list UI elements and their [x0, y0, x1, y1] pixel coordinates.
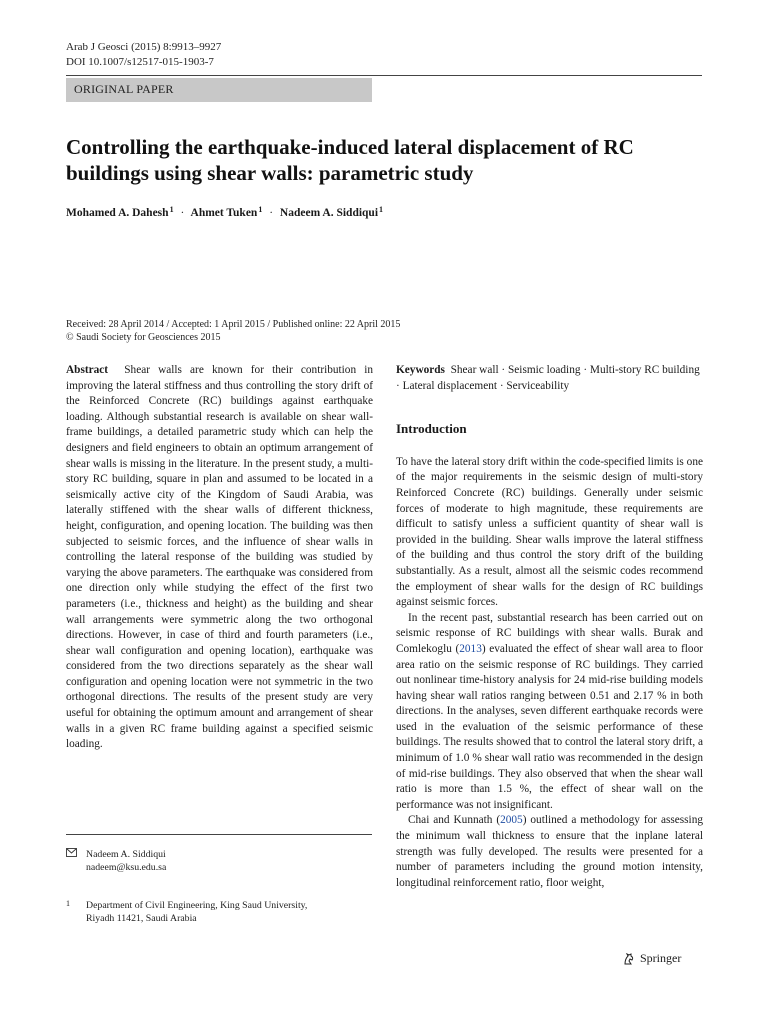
author-affil-ref[interactable]: 1	[258, 205, 263, 214]
contact-name: Nadeem A. Siddiqui	[86, 849, 166, 860]
envelope-icon	[66, 848, 77, 861]
footnote-divider	[66, 834, 372, 835]
intro-paragraph	[396, 813, 703, 891]
right-column	[396, 363, 703, 891]
copyright: © Saudi Society for Geosciences 2015	[66, 332, 221, 343]
citation-link[interactable]: 2005	[500, 814, 523, 827]
doi[interactable]: DOI 10.1007/s12517-015-1903-7	[66, 56, 214, 68]
journal-header	[66, 40, 221, 70]
author-name: Nadeem A. Siddiqui	[279, 207, 379, 219]
abstract-text: Shear walls are known for their contribution in improving the lateral stiffness and thus controlling the story drift of the Reinforced Concrete (RC) buildings against earthquake loading. Although substantial research is available on shear wall-frame buildings, a detailed parametric study which can help the designers and field engineers to obtain an optimum arrangement of shear walls is missing in the literature. In the present study, a multi-story RC building, square in plan and assumed to be located in a seismically active city of the Kingdom of Saudi Arabia, was laterally stiffened with the shear walls of different thickness, height, configuration, and opening location. The building was then subjected to seismic forces, and the influence of shear walls in controlling the lateral response of the building was studied by varying the above parameters. The earthquake was considered from one direction only while studying the effect of the first two parameters (i.e., thickness and height) as the building and shear wall arrangements were symmetric along the two orthogonal directions. However, in case of third and fourth parameters (i.e., shear wall configuration and opening location), earthquake was considered from the two directions separately as the shear wall configuration and opening location were not symmetric in the two orthogonal directions. The results of the present study are very useful for obtaining the optimum amount and arrangement of shear walls in a given RC frame building against a specified seismic loading.	[66, 364, 373, 751]
author-name: Ahmet Tuken	[190, 207, 258, 219]
contact-email[interactable]: nadeem@ksu.edu.sa	[86, 862, 167, 873]
intro-paragraph	[396, 611, 703, 814]
citation-link[interactable]: 2013	[459, 642, 482, 655]
author-affil-ref[interactable]: 1	[169, 205, 174, 214]
date-history: Received: 28 April 2014 / Accepted: 1 April 2015 / Published online: 22 April 2015	[66, 319, 401, 330]
affiliation-line: Department of Civil Engineering, King Saud University,	[86, 900, 308, 911]
author-separator: ·	[180, 207, 185, 219]
author-affil-ref[interactable]: 1	[379, 205, 384, 214]
intro-paragraph: To have the lateral story drift within the code-specified limits is one of the major requirements in the seismic design of multi-story Reinforced Concrete (RC) buildings. Generally under seismic forces of moderate to high magnitude, these requirements are difficult to satisfy unless a sufficient quantity of shear wall is provided in the building. Shear walls improve the lateral stiffness of the building and thus control the story drift of the building substantially. As a result, almost all the seismic codes recommend the employment of shear walls for the design of RC buildings against seismic forces.	[396, 455, 703, 609]
keywords-text: Shear wall · Seismic loading · Multi-story RC building · Lateral displacement · Serviceability	[396, 364, 700, 392]
header-divider	[66, 75, 702, 76]
keywords-label: Keywords	[396, 364, 445, 376]
publisher-name: Springer	[640, 951, 682, 965]
author-separator: ·	[269, 207, 274, 219]
publication-dates	[66, 318, 400, 344]
publisher-logo	[622, 951, 681, 966]
left-column	[66, 363, 373, 753]
keywords	[396, 363, 703, 394]
intro-text: Chai and Kunnath (	[408, 814, 501, 827]
paper-title: Controlling the earthquake-induced lateral displacement of RC buildings using shear walls: parametric study	[66, 135, 634, 185]
author-list	[66, 205, 383, 219]
paper-type-banner: ORIGINAL PAPER	[66, 78, 372, 102]
author-name: Mohamed A. Dahesh	[66, 207, 169, 219]
affiliation-line: Riyadh 11421, Saudi Arabia	[86, 913, 197, 924]
springer-horse-icon	[622, 952, 636, 966]
intro-text: ) outlined a methodology for assessing the minimum wall thickness to ensure that the inplane lateral strength was fully developed. The results were presented for a number of parameters including the ground motion intensity, longitudinal reinforcement ratio, floor weight,	[396, 814, 703, 889]
abstract-label: Abstract	[66, 364, 109, 376]
abstract	[66, 363, 373, 753]
journal-citation: Arab J Geosci (2015) 8:9913–9927	[66, 41, 222, 53]
intro-text: In the recent past, substantial research has been carried out on seismic response of RC buildings with shear walls. Burak and Comlekoglu (	[396, 611, 703, 655]
intro-text: ) evaluated the effect of shear wall area to floor area ratio on the seismic response of RC buildings. They carried out nonlinear time-history analysis for 24 mid-rise building models having shear wall ratios ranging between 0.51 and 2.17 % in both directions. In the analyses, seven different earthquake records were used in the evaluation of the seismic performance of these buildings. The results showed that to control the lateral story drift, a minimum of 1.0 % shear wall ratio was recommended in the design of mid-rise buildings. They also observed that when the shear wall ratio is more than 1.5 %, the effect of shear wall on the performance was not insignificant.	[396, 642, 703, 811]
introduction-heading: Introduction	[396, 421, 467, 437]
affiliation-number: 1	[66, 899, 70, 908]
